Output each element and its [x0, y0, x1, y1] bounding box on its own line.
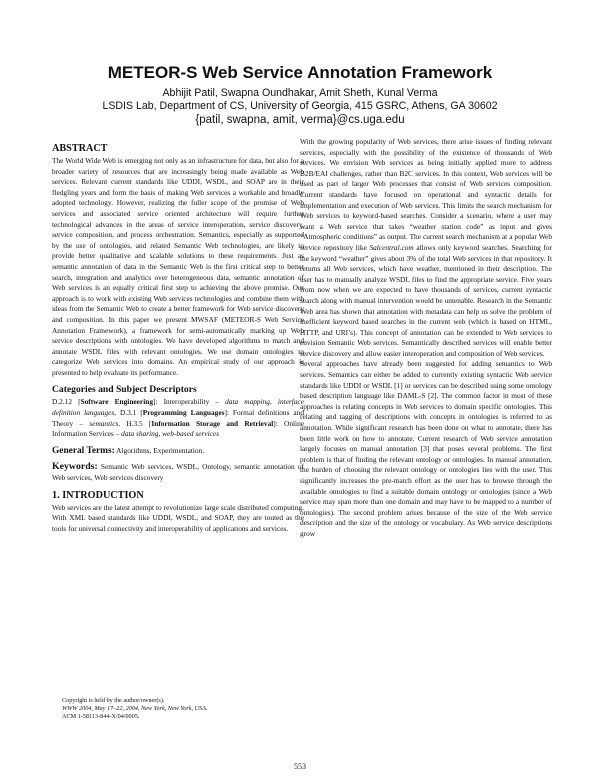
author-email: {patil, swapna, amit, verma}@cs.uga.edu [195, 114, 405, 126]
categories-section [52, 384, 304, 439]
right-column [300, 137, 552, 540]
general-terms-heading: General Terms: [52, 445, 115, 456]
copyright-footnote [62, 697, 312, 720]
keywords-text: Semantic Web services, WSDL, Ontology, semantic annotation of Web services, Web services discovery [52, 462, 304, 483]
footnote-line: Copyright is held by the author/owner(s). [62, 697, 165, 704]
page-number: 553 [294, 762, 306, 771]
general-terms-text: Algorithms, Experimentation. [114, 445, 205, 455]
paper-title: METEOR-S Web Service Annotation Framework [107, 63, 493, 82]
body-paragraph: Several approaches have already been suggested for adding semantics to Web services. Semantics can either be added to currently existing syntactic Web service standards like UDDI or WSDL [1] or services can be described using some ontology based description language like DAML-S [2]. The common factor in most of these approaches is relating concepts in Web services to domain specific ontologies. This relating and tagging of descriptions with concepts in ontologies is referred to as annotation. While significant research has been done on what to annotate, there has been little work on how to annotate. Current research of Web service annotation largely focuses on manual annotation [3] that poses several problems. The first problem is that of finding the relevant ontology or ontologies. In manual annotation, the burden of choosing the relevant ontology or ontologies lies with the user. This significantly increases the pre-match effort as the user has to browse through the available ontologies to find a suitable domain ontology or ontologies (since a Web service may span more than one domain and may have to be mapped to a number of ontologies). The second problem arises because of the size of the Web service description and the size of the ontology or vocabulary. As Web service descriptions grow [300, 359, 552, 538]
left-column [52, 143, 304, 534]
author-names: Abhijit Patil, Swapna Oundhakar, Amit Sheth, Kunal Verma [162, 87, 438, 99]
categories-heading: Categories and Subject Descriptors [52, 384, 197, 396]
footnote-line: ACM 1-58113-844-X/04/0005. [62, 712, 140, 720]
affiliation: LSDIS Lab, Department of CS, University of Georgia, 415 GSRC, Athens, GA 30602 [102, 100, 498, 112]
keywords-heading: Keywords: [52, 461, 98, 473]
general-terms-section [52, 446, 304, 457]
body-paragraph: With the growing popularity of Web services, there arise issues of finding relevant services, especially with the possibility of the existence of thousands of Web services. We envision Web services as being initially applied more to address B2B/EAI challenges, rather than B2C services. In this context, Web services will be used as part of larger Web processes that consist of Web services composition. Current standards have focused on operational and syntactic details for implementation and execution of Web services. This limits the search mechanism for Web services to keyword-based searches. Consider a scenario, where a user may want a Web service that takes “weather station code” as input and gives “Atmospheric conditions” as output. The current search mechanism at a popular Web service repository like Salcentral.com allows only keyword searches. Searching for the keyword “weather” gives about 3% of the total Web services in that repository. It returns all Web services, which have weather, mentioned in their description. The user has to manually analyze WSDL files to find the appropriate service. Five years from now when we are expected to have thousands of services, current syntactic search along with manual intervention would be untenable. Research in the Semantic Web area has shown that annotation with metadata can help us solve the problem of inefficient keyword based searches in the current web (which is based on HTML, HTTP, and URI’s). This concept of annotation can be extended to Web services to envision Semantic Web services. Semantically described services will enable better service discovery and allow easier interoperation and composition of Web services. [300, 137, 553, 358]
abstract-text: The World Wide Web is emerging not only as an infrastructure for data, but also for a broader variety of resources that are increasingly being made available as Web services. Relevant current standards like UDDI, WSDL, and SOAP are in their fledgling years and form the basis of making Web services a workable and broadly adopted technology. However, realizing the fuller scope of the promise of Web services and associated service oriented architecture will require further technological advances in the areas of service interoperation, service discovery, service composition, and process orchestration. Semantics, especially as supported by the use of ontologies, and related Semantic Web technologies, are likely to provide better qualitative and scalable solutions to these requirements. Just as semantic annotation of data in the Semantic Web is the first critical step to better search, integration and analytics over heterogeneous data, semantic annotation of Web services is an equally critical first step to achieving the above promise. Our approach is to work with existing Web services technologies and combine them with ideas from the Semantic Web to create a better framework for Web service discovery and composition. In this paper we present MWSAF (METEOR-S Web Service Annotation Framework), a framework for semi-automatically marking up Web service descriptions with ontologies. We have developed algorithms to match and annotate WSDL files with relevant ontologies. We use domain ontologies to categorize Web services into domains. An empirical study of our approach is presented to help evaluate its performance. [52, 156, 304, 377]
introduction-section [52, 490, 304, 535]
footnote-line: WWW 2004, May 17–22, 2004, New York, New York, USA. [62, 704, 208, 712]
introduction-text: Web services are the latest attempt to revolutionize large scale distributed computing. With XML based standards like UDDI, WSDL, and SOAP, they are touted as the tools for universal connectivity and interoperability of applications and services. [52, 502, 304, 533]
introduction-heading: 1. INTRODUCTION [52, 489, 144, 501]
author-block [0, 87, 600, 127]
abstract-heading: ABSTRACT [52, 143, 108, 154]
categories-text: D.2.12 [Software Engineering]: Interoperability – data mapping, interface definition languages, D.3.1 [Programming Languages]: Formal definitions and Theory – semantics, H.3.5 [Information Storage and Retrieval]: Online Information Services – data sharing, web-based services [52, 397, 305, 439]
keywords-section [52, 462, 304, 483]
